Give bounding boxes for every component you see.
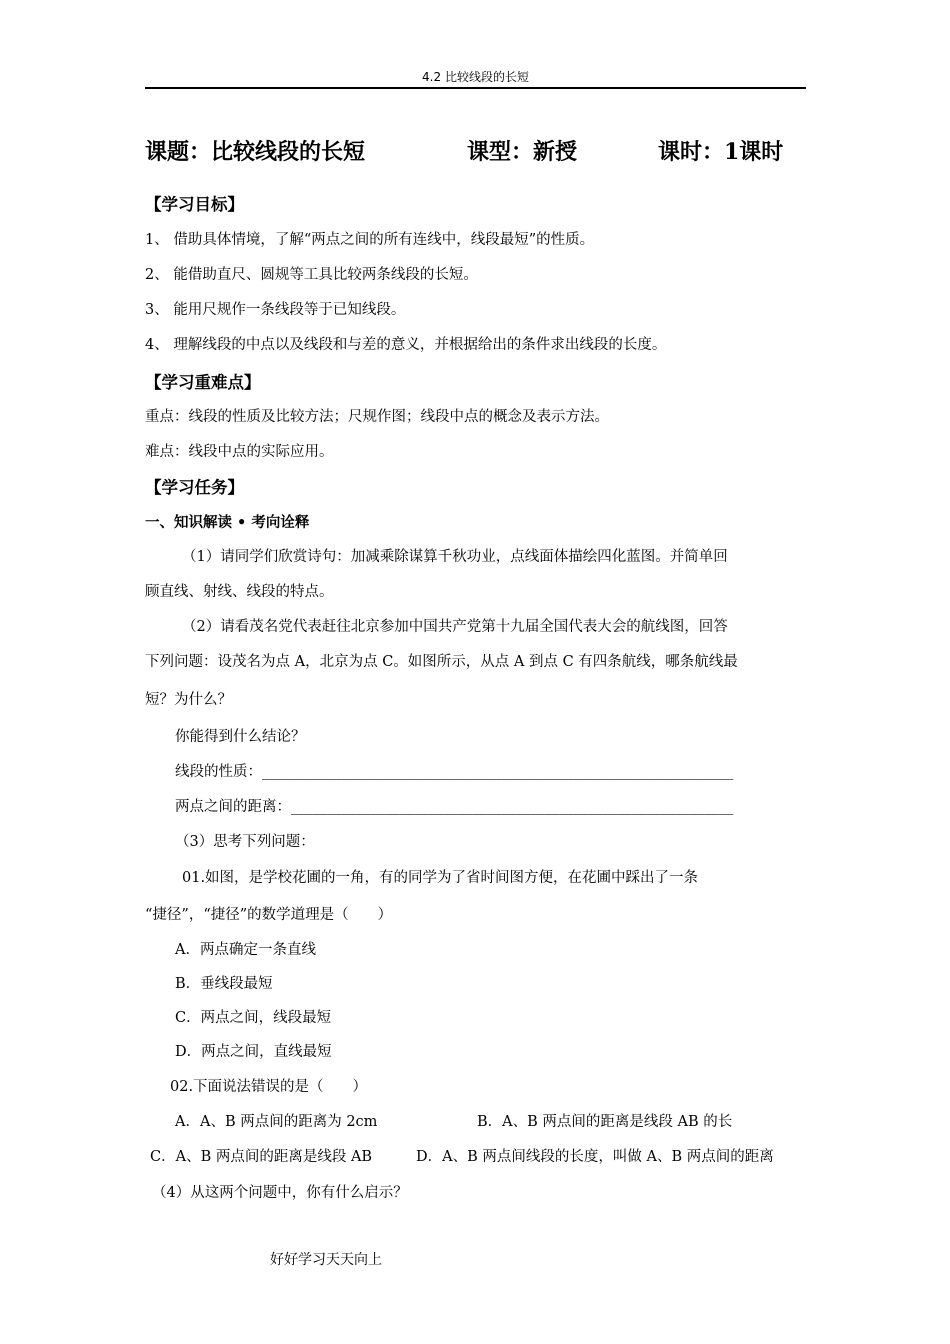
task-paragraph: （2）请看茂名党代表赶往北京参加中国共产党第十九届全国代表大会的航线图，回答 [182,619,728,635]
distance-blank: 两点之间的距离：_____________________________________________________________ [175,799,734,815]
option-a: A．两点确定一条直线 [175,942,316,958]
segment-property-blank: 线段的性质：_________________________________________________________________ [175,764,734,780]
task-paragraph: 下列问题：设茂名为点 A，北京为点 C。如图所示，从点 A 到点 C 有四条航线，哪条航线最 [145,654,738,670]
objectives-heading: 【学习目标】 [145,195,244,214]
objective-item: 2、 能借助直尺、圆规等工具比较两条线段的长短。 [145,267,478,283]
option-a: A．A、B 两点间的距离为 2cm [175,1114,378,1130]
task-paragraph: （1）请同学们欣赏诗句：加减乘除谋算千秋功业，点线面体描绘四化蓝图。并简单回 [182,549,728,565]
option-c: C．两点之间，线段最短 [175,1010,332,1026]
task-paragraph: （4）从这两个问题中，你有什么启示？ [152,1185,408,1201]
question-01: 01.如图，是学校花圃的一角，有的同学为了省时间图方便，在花圃中踩出了一条 [182,870,699,886]
difficult-point: 难点：线段中点的实际应用。 [145,444,334,460]
lesson-hours: 课时：1课时 [658,139,784,165]
option-b: B．A、B 两点间的距离是线段 AB 的长 [477,1114,733,1130]
objective-item: 1、 借助具体情境，了解“两点之间的所有连线中，线段最短”的性质。 [145,232,595,248]
lesson-type: 课型：新授 [467,139,578,165]
header-divider [145,87,806,89]
question-02: 02.下面说法错误的是（ ） [170,1079,368,1095]
keypoints-heading: 【学习重难点】 [145,373,261,392]
page-header: 4.2 比较线段的长短 [422,70,529,84]
task-paragraph: 顾直线、射线、线段的特点。 [145,584,334,600]
lesson-title-bar [145,135,806,167]
task-paragraph: 短？为什么？ [145,692,232,708]
option-b: B．垂线段最短 [175,976,273,992]
conclusion-prompt: 你能得到什么结论？ [175,729,306,745]
objective-item: 4、 理解线段的中点以及线段和与差的意义，并根据给出的条件求出线段的长度。 [145,337,667,353]
lesson-topic: 课题：比较线段的长短 [145,139,366,165]
page-footer: 好好学习天天向上 [270,1252,382,1268]
option-d: D．A、B 两点间线段的长度，叫做 A、B 两点间的距离 [416,1149,774,1165]
objective-item: 3、 能用尺规作一条线段等于已知线段。 [145,302,406,318]
key-point: 重点：线段的性质及比较方法；尺规作图；线段中点的概念及表示方法。 [145,409,609,425]
option-d: D．两点之间，直线最短 [175,1044,332,1060]
task-paragraph: （3）思考下列问题： [175,834,315,850]
tasks-heading: 【学习任务】 [145,478,244,497]
option-c: C．A、B 两点间的距离是线段 AB [150,1149,373,1165]
question-01-stem: “捷径”，“捷径”的数学道理是（ ） [145,907,393,923]
tasks-subheading: 一、知识解读 • 考向诠释 [145,514,310,531]
